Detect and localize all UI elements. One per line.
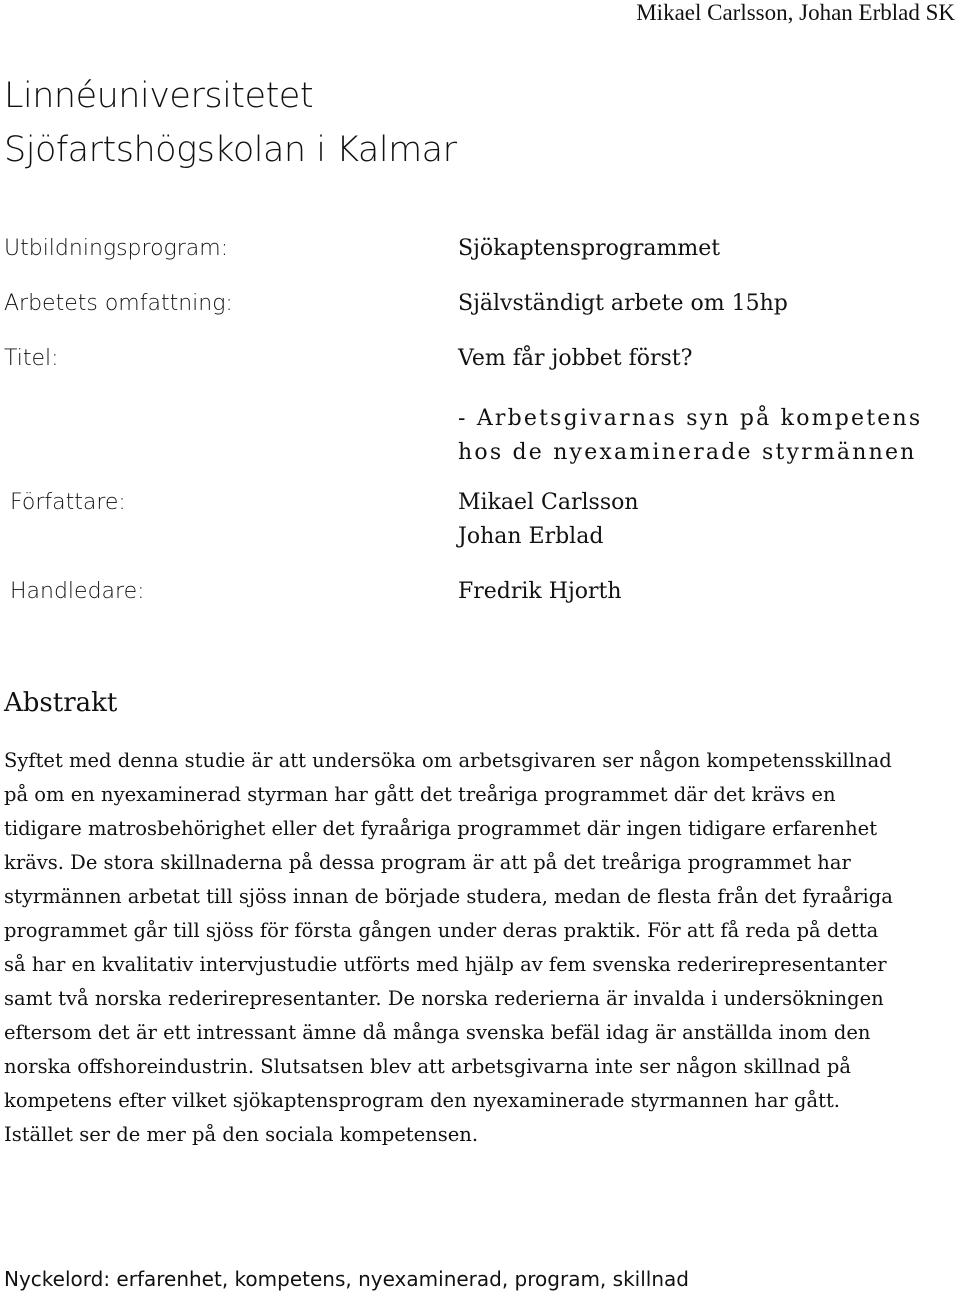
program-value: Sjökaptensprogrammet xyxy=(458,236,721,261)
supervisor-label: Handledare: xyxy=(10,579,145,604)
title-value: Vem får jobbet först? xyxy=(458,346,693,371)
author-1: Mikael Carlsson xyxy=(458,490,639,515)
title-label: Titel: xyxy=(4,346,59,371)
scope-label: Arbetets omfattning: xyxy=(4,291,233,316)
abstract-heading: Abstrakt xyxy=(4,688,118,718)
authors-label: Författare: xyxy=(10,490,126,515)
scope-value: Självständigt arbete om 15hp xyxy=(458,291,788,316)
thesis-subtitle xyxy=(458,402,928,470)
subtitle-line-1: - Arbetsgivarnas syn på kompetens xyxy=(458,406,923,431)
keywords: Nyckelord: erfarenhet, kompetens, nyexaminerad, program, skillnad xyxy=(4,1267,689,1291)
subtitle-line-2: hos de nyexaminerade styrmännen xyxy=(458,440,917,465)
header-authors: Mikael Carlsson, Johan Erblad SK xyxy=(636,0,955,25)
school-name: Sjöfartshögskolan i Kalmar xyxy=(4,130,457,170)
author-2: Johan Erblad xyxy=(458,524,604,549)
program-label: Utbildningsprogram: xyxy=(4,236,229,261)
supervisor-value: Fredrik Hjorth xyxy=(458,579,622,604)
abstract-body: Syftet med denna studie är att undersöka om arbetsgivaren ser någon kompetensskillnad på om en nyexaminerad styrman har gått det treåriga programmet där det krävs en tidigare matrosbehörighet eller det fyraåriga programmet där ingen tidigare erfarenhet krävs. De stora skillnaderna på dessa program är att på det treåriga programmet har styrmännen arbetat till sjöss innan de började studera, medan de flesta från det fyraåriga programmet går till sjöss för första gången under deras praktik. För att få reda på detta så har en kvalitativ intervjustudie utförts med hjälp av fem svenska rederirepresentanter samt två norska rederirepresentanter. De norska rederierna är invalda i undersökningen eftersom det är ett intressant ämne då många svenska befäl idag är anställda inom den norska offshoreindustrin. Slutsatsen blev att arbetsgivarna inte ser någon skillnad på kompetens efter vilket sjökaptensprogram den nyexaminerade styrmannen har gått. Istället ser de mer på den sociala kompetensen. xyxy=(4,749,893,1146)
university-name: Linnéuniversitetet xyxy=(4,76,314,116)
